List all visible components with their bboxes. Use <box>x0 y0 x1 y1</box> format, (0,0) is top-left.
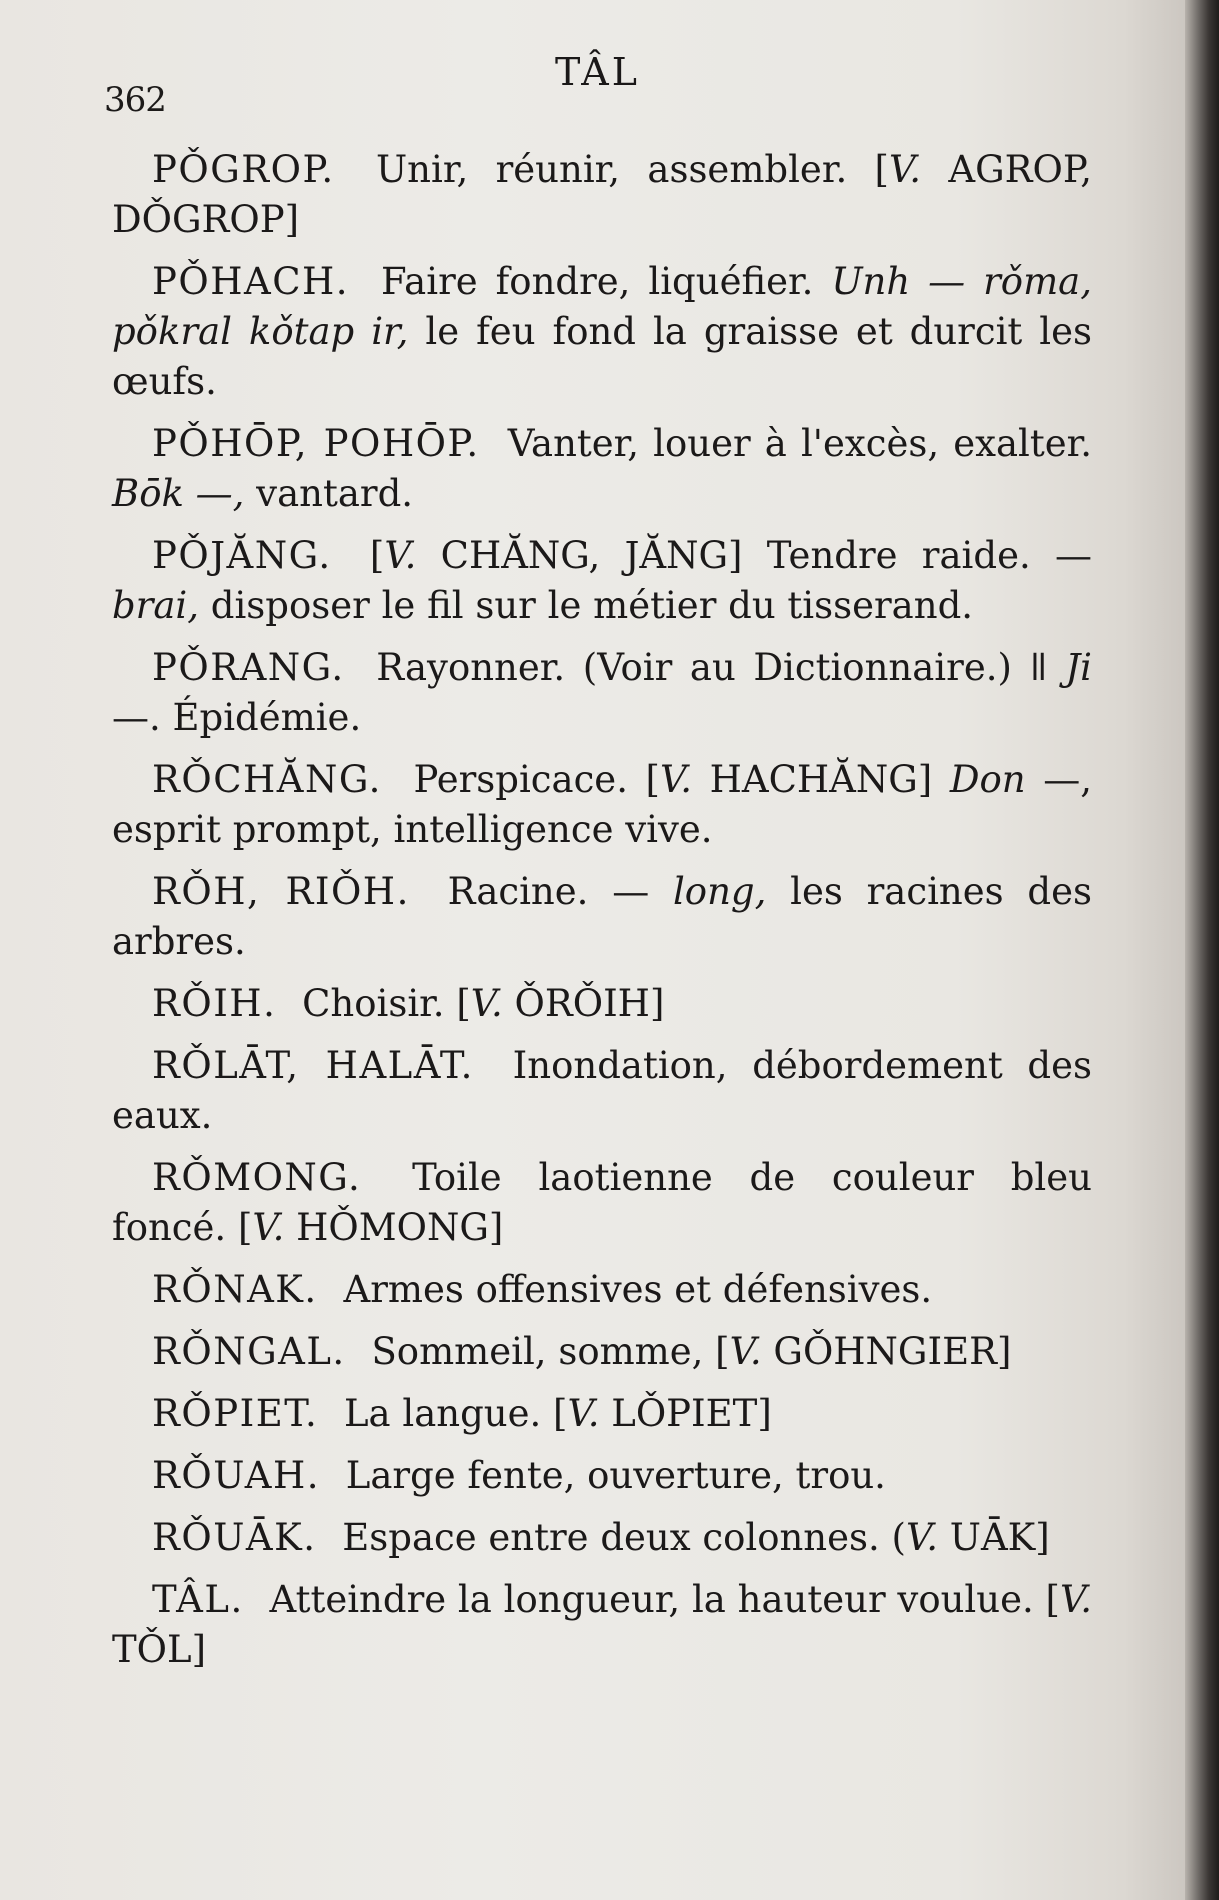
definition: Unir, réunir, assembler. [ <box>376 148 889 191</box>
definition: HACHĂNG] <box>692 758 950 801</box>
definition: les racines des arbres. <box>112 870 1092 963</box>
definition: Inondation, débordement des eaux. <box>112 1044 1093 1137</box>
definition: le feu fond la graisse et durcit les œufs. <box>112 310 1092 403</box>
definition: —. Épidémie. <box>112 696 362 739</box>
entry <box>112 1513 1092 1563</box>
definition: Vanter, louer à l'excès, exalter. <box>507 422 1092 465</box>
definition: vantard. <box>244 472 414 515</box>
entry <box>112 1153 1092 1253</box>
cross-reference-marker: V. <box>729 1330 762 1373</box>
definition: Sommeil, somme, [ <box>371 1330 730 1373</box>
page-number: 362 <box>104 80 166 120</box>
entry <box>112 643 1092 743</box>
definition: UĀK] <box>938 1516 1050 1559</box>
cross-reference-marker: V. <box>470 982 503 1025</box>
headword: PǑRANG. <box>152 646 345 689</box>
headword: RǑUAH. <box>152 1454 320 1497</box>
definition: —, esprit prompt, intelligence vive. <box>112 758 1092 851</box>
example-phrase: Bōk —, <box>112 472 245 515</box>
cross-reference-marker: V. <box>659 758 692 801</box>
example-phrase: Unh — rǒma, pǒkral kǒtap ir, <box>112 260 1092 353</box>
entry <box>112 1327 1092 1377</box>
cross-reference-marker: V. <box>905 1516 938 1559</box>
entry <box>112 1451 1092 1501</box>
example-phrase: long, <box>672 870 767 913</box>
definition: Large fente, ouverture, trou. <box>345 1454 886 1497</box>
headword: PǑGROP. <box>152 148 335 191</box>
dictionary-entries <box>112 145 1092 1687</box>
entry <box>112 1265 1092 1315</box>
headword: RǑPIET. <box>152 1392 319 1435</box>
definition: HǑMONG] <box>284 1206 504 1249</box>
entry <box>112 755 1092 855</box>
headword: PǑJĂNG. <box>152 534 332 577</box>
cross-reference-marker: V. <box>384 534 417 577</box>
definition: CHĂNG, JĂNG] Tendre raide. — <box>416 534 1092 577</box>
headword: RǑH, RIǑH. <box>152 870 410 913</box>
entry <box>112 1041 1092 1141</box>
definition: Armes offensives et défensives. <box>343 1268 933 1311</box>
definition: La langue. [ <box>343 1392 568 1435</box>
definition: LǑPIET] <box>599 1392 772 1435</box>
definition: Racine. — <box>447 870 673 913</box>
headword: RǑUĀK. <box>152 1516 317 1559</box>
headword: RǑNGAL. <box>152 1330 346 1373</box>
entry <box>112 145 1092 245</box>
entry <box>112 1389 1092 1439</box>
entry <box>112 531 1092 631</box>
headword: RǑCHĂNG. <box>152 758 382 801</box>
cross-reference-marker: V. <box>252 1206 285 1249</box>
cross-reference-marker: V. <box>889 148 922 191</box>
definition: Atteindre la longueur, la hauteur voulue. [ <box>269 1578 1060 1621</box>
headword: TÂL. <box>152 1578 244 1621</box>
headword: RǑNAK. <box>152 1268 318 1311</box>
cross-reference-marker: V. <box>567 1392 600 1435</box>
definition: Toile laotienne de couleur bleu foncé. [ <box>112 1156 1092 1249</box>
example-phrase: Ji <box>1065 646 1092 689</box>
entry <box>112 1575 1092 1675</box>
headword: PǑHACH. <box>152 260 350 303</box>
definition: TǑL] <box>112 1628 207 1671</box>
example-phrase: brai, <box>112 584 200 627</box>
entry <box>112 979 1092 1029</box>
definition: disposer le fil sur le métier du tisserand. <box>199 584 974 627</box>
definition: Perspicace. [ <box>413 758 660 801</box>
headword: PǑHŌP, POHŌP. <box>152 422 480 465</box>
definition: GǑHNGIER] <box>761 1330 1012 1373</box>
book-binding-shadow <box>1185 0 1219 1900</box>
definition: Espace entre deux colonnes. ( <box>342 1516 906 1559</box>
headword: RǑIH. <box>152 982 277 1025</box>
headword: RǑMONG. <box>152 1156 362 1199</box>
definition: AGROP, DǑGROP] <box>112 148 1092 241</box>
cross-reference-marker: V. <box>1059 1578 1092 1621</box>
entry <box>112 257 1092 407</box>
definition: Choisir. [ <box>302 982 471 1025</box>
headword: RǑLĀT, HALĀT. <box>152 1044 474 1087</box>
definition: ǑRǑIH] <box>502 982 665 1025</box>
entry <box>112 867 1092 967</box>
definition: Rayonner. (Voir au Dictionnaire.) ǁ <box>376 646 1066 689</box>
entry <box>112 419 1092 519</box>
example-phrase: Don <box>949 758 1026 801</box>
running-head: TÂL <box>555 50 640 94</box>
definition: [ <box>369 534 385 577</box>
definition: Faire fondre, liquéfier. <box>381 260 832 303</box>
